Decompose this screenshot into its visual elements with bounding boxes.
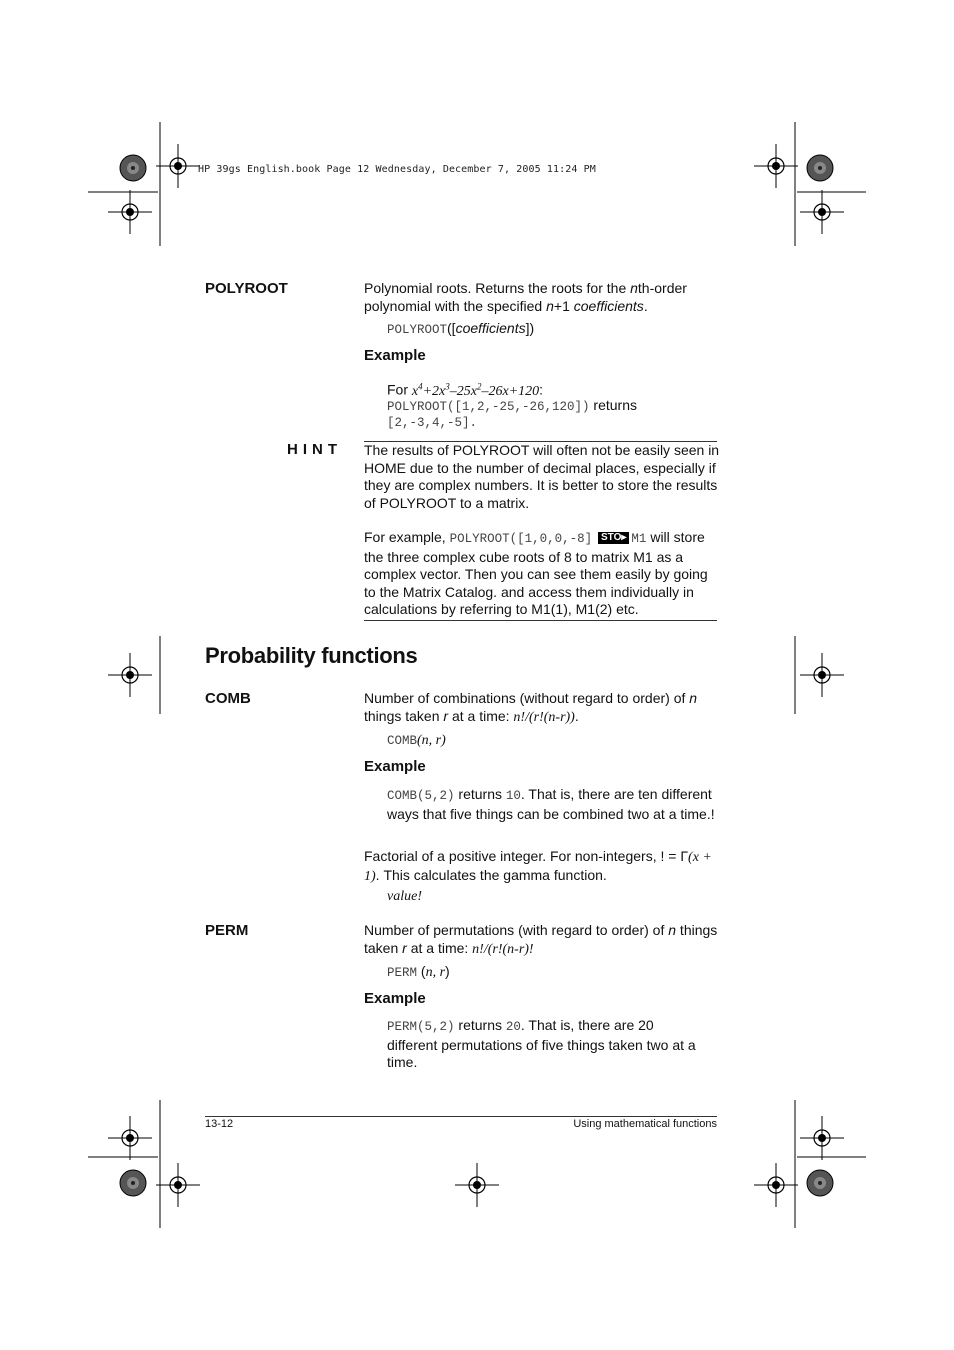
polyroot-example-result: [2,-3,4,-5]. (387, 416, 478, 430)
reg-mark-icon (108, 653, 152, 697)
starburst-icon (120, 1170, 146, 1196)
hint-bottom-rule (364, 620, 717, 621)
comb-example-text: COMB(5,2) returns 10. That is, there are ten different ways that five things can be combined two at a time.! (387, 786, 715, 822)
polyroot-example-heading: Example (364, 347, 426, 364)
polyroot-description: Polynomial roots. Returns the roots for the nth-order polynomial with the specified n+1 coefficients. (364, 280, 687, 314)
perm-syntax: PERM (n, r) (387, 963, 450, 980)
term-comb: COMB (205, 690, 251, 707)
hint-label: HINT (287, 441, 342, 458)
reg-mark-icon (800, 1116, 844, 1160)
reg-mark-icon (754, 1163, 798, 1207)
starburst-icon (120, 155, 146, 181)
term-perm: PERM (205, 922, 249, 939)
polyroot-example-polynomial: For $x^4+2x^3-25x^2-26x+120$: (387, 381, 544, 399)
polyroot-syntax: POLYROOT([coefficients]) (387, 320, 535, 337)
comb-syntax: COMB(n, r) (387, 733, 446, 748)
term-polyroot: POLYROOT (205, 280, 288, 297)
reg-mark-icon (156, 144, 200, 188)
reg-mark-icon (108, 1116, 152, 1160)
book-header: HP 39gs English.book Page 12 Wednesday, December 7, 2005 11:24 PM (198, 164, 596, 175)
reg-mark-icon (108, 190, 152, 234)
section-title: Probability functions (205, 643, 418, 668)
starburst-icon (807, 155, 833, 181)
footer-rule (205, 1116, 717, 1117)
reg-mark-icon (800, 653, 844, 697)
sto-key-icon: STO▸ (598, 532, 629, 544)
hint-paragraph-2: For example, POLYROOT([1,0,0,-8] STO▸ M1 will store the three complex cube roots of 8 to matrix M1 as a complex vector. Then you can see them easily by going to the Matrix Catalog. and access them individually in calculations by referring to M1(1), M1(2) etc. (364, 529, 708, 617)
reg-mark-icon (754, 144, 798, 188)
comb-example-heading: Example (364, 758, 426, 775)
reg-mark-icon (800, 190, 844, 234)
factorial-syntax: value! (387, 889, 422, 904)
chapter-title: Using mathematical functions (573, 1118, 717, 1130)
perm-example-text: PERM(5,2) returns 20. That is, there are 20 different permutations of five things taken two at a time. (387, 1017, 696, 1070)
perm-example-heading: Example (364, 990, 426, 1007)
page-number: 13-12 (205, 1118, 234, 1130)
reg-mark-icon (156, 1163, 200, 1207)
reg-mark-icon (455, 1163, 499, 1207)
starburst-icon (807, 1170, 833, 1196)
polyroot-example-code: POLYROOT([1,2,-25,-26,120]) returns (387, 397, 638, 414)
perm-description: Number of permutations (with regard to order) of n things taken r at a time: n!/(r!(n-r)! (364, 922, 718, 957)
hint-paragraph-1: The results of POLYROOT will often not be easily seen in HOME due to the number of decimal places, especially if they are complex numbers. It is better to store the results of POLYROOT to a matrix. (364, 442, 720, 511)
factorial-description: Factorial of a positive integer. For non-integers, ! = Γ(x + 1). This calculates the gamma function. (364, 848, 712, 884)
comb-description: Number of combinations (without regard to order) of n things taken r at a time: n!/(r!(n-r)). (364, 690, 698, 725)
